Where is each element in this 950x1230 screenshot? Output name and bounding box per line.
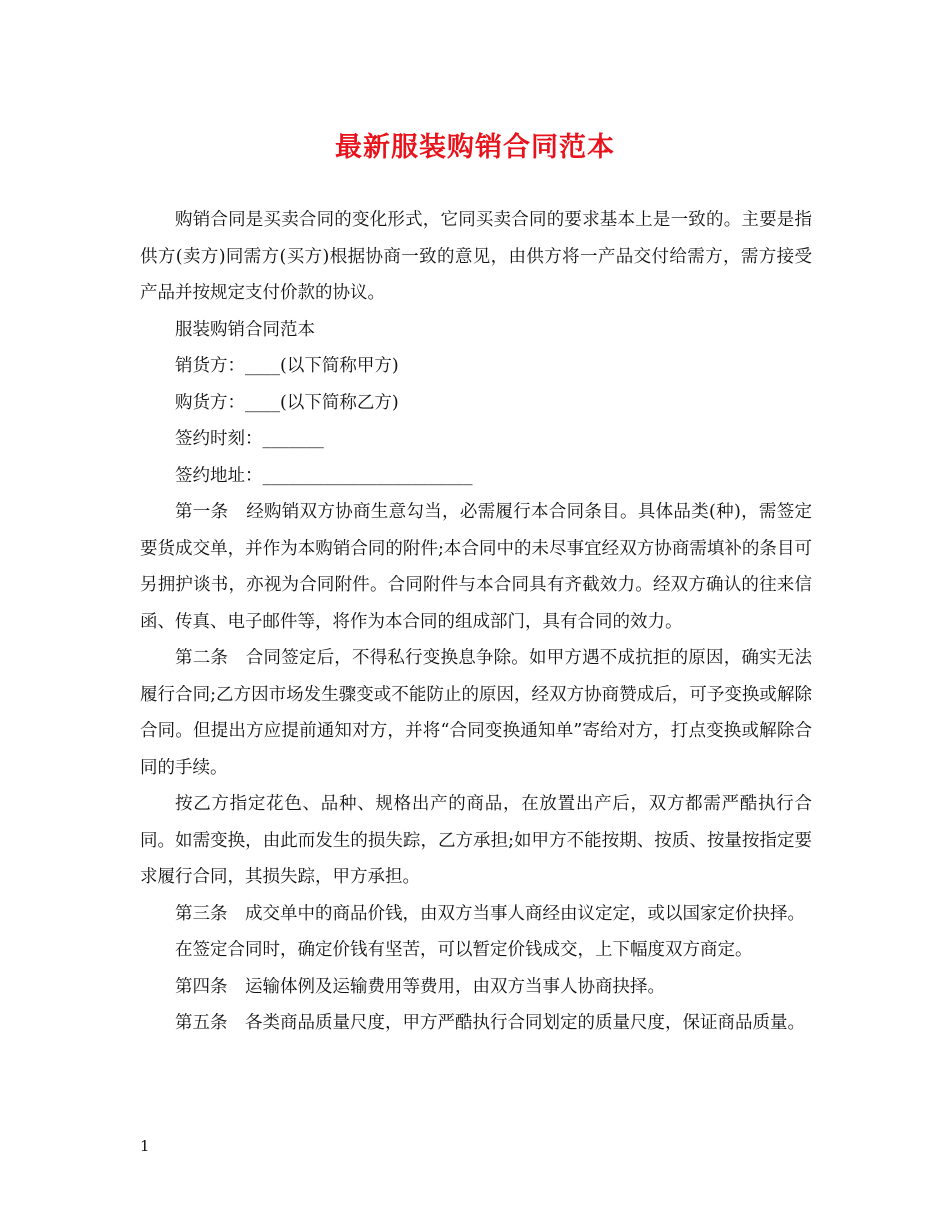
paragraph-article-1: 第一条 经购销双方协商生意勾当，必需履行本合同条目。具体品类(种)，需签定要货成交单，并作为本购销合同的附件;本合同中的未尽事宜经双方协商需填补的条目可另拥护谈书，亦视为合同附件。合同附件与本合同具有齐截效力。经双方确认的往来信函、传真、电子邮件等，将作为本合同的组成部门，具有合同的效力。 [140,502,812,632]
page-number: 1 [140,1137,150,1155]
paragraph-seller: 销货方：____(以下简称甲方) [175,356,399,376]
paragraph-article-5: 第五条 各类商品质量尺度，甲方严酷执行合同划定的质量尺度，保证商品质量。 [175,1013,805,1033]
paragraph-article-4: 第四条 运输体例及运输费用等费用，由双方当事人协商抉择。 [175,976,665,997]
paragraph-article-3-continued: 在签定合同时，确定价钱有坚苦，可以暂定价钱成交，上下幅度双方商定。 [175,940,753,960]
paragraph-signing-place: 签约地址：________________________ [175,465,473,486]
paragraph-intro: 购销合同是买卖合同的变化形式，它同买卖合同的要求基本上是一致的。主要是指供方(卖方)同需方(买方)根据协商一致的意见，由供方将一产品交付给需方，需方接受产品并按规定支付价款的协议。 [140,210,812,303]
paragraph-article-3: 第三条 成交单中的商品价钱，由双方当事人商经由议定定，或以国家定价抉择。 [175,903,805,924]
paragraph-buyer: 购货方：____(以下简称乙方) [175,392,399,413]
document-body [140,202,812,1042]
paragraph-signing-time: 签约时刻：_______ [175,429,324,449]
paragraph-article-2: 第二条 合同签定后，不得私行变换息争除。如甲方遇不成抗拒的原因，确实无法履行合同;乙方因市场发生骤变或不能防止的原因，经双方协商赞成后，可予变换或解除合同。但提出方应提前通知对方，并将“合同变换通知单”寄给对方，打点变换或解除合同的手续。 [140,648,812,778]
paragraph-subtitle: 服装购销合同范本 [175,319,315,340]
paragraph-article-2-continued: 按乙方指定花色、品种、规格出产的商品，在放置出产后，双方都需严酷执行合同。如需变换，由此而发生的损失踪，乙方承担;如甲方不能按期、按质、按量按指定要求履行合同，其损失踪，甲方承担。 [140,794,812,887]
document-title: 最新服装购销合同范本 [335,132,615,163]
